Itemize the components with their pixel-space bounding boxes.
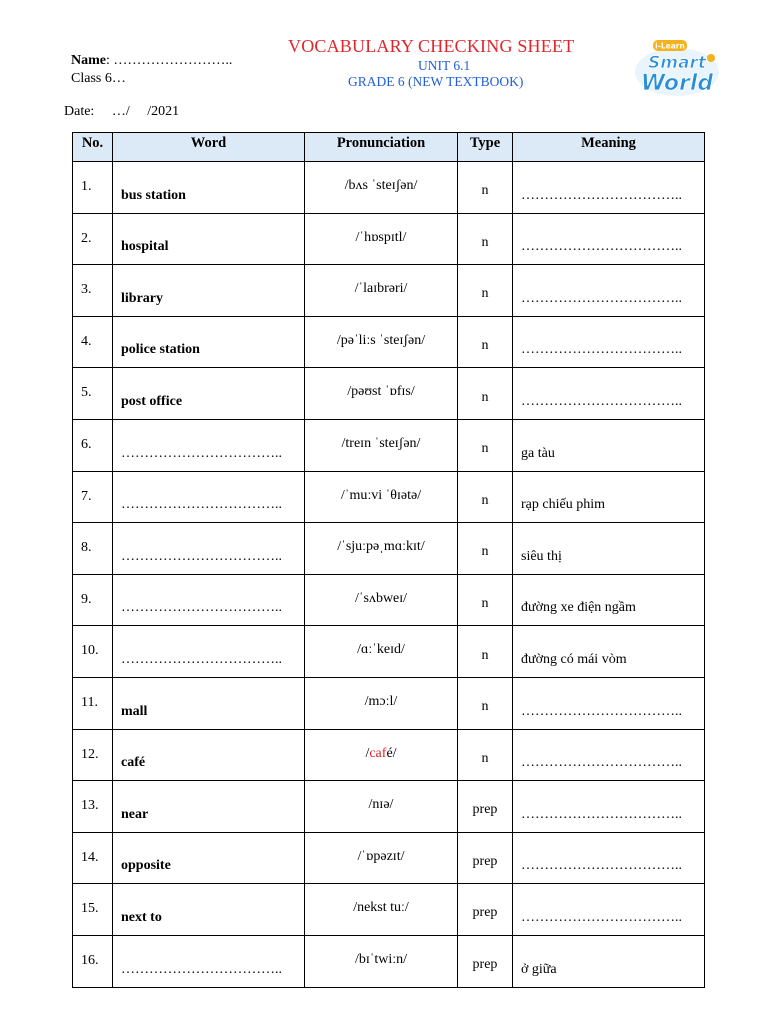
row-number: 14. <box>73 832 113 884</box>
pronunciation-cell: /bɪˈtwiːn/ <box>305 935 458 987</box>
table-row <box>73 523 705 575</box>
word-cell: library <box>113 265 305 317</box>
meaning-blank[interactable]: …………………………….. <box>513 677 705 729</box>
meaning-cell: đường xe điện ngầm <box>513 574 705 626</box>
logo-badge-text: i-Learn <box>655 41 685 51</box>
word-blank[interactable]: …………………………….. <box>113 523 305 575</box>
meaning-blank[interactable]: …………………………….. <box>513 162 705 214</box>
row-number: 15. <box>73 884 113 936</box>
pronunciation-cell: /ˈlaɪbrəri/ <box>305 265 458 317</box>
row-number: 13. <box>73 781 113 833</box>
pronunciation-cell: /ˈɒpəzɪt/ <box>305 832 458 884</box>
table-row <box>73 162 705 214</box>
row-number: 10. <box>73 626 113 678</box>
table-row <box>73 626 705 678</box>
pronunciation-cell: /pəˈliːs ˈsteɪʃən/ <box>305 316 458 368</box>
name-blank: : …………………….. <box>106 53 233 68</box>
table-row <box>73 368 705 420</box>
row-number: 11. <box>73 677 113 729</box>
pronunciation-cell: /nɪə/ <box>305 781 458 833</box>
word-blank[interactable]: …………………………….. <box>113 574 305 626</box>
row-number: 6. <box>73 419 113 471</box>
pronunciation-cell: /ˈhɒspɪtl/ <box>305 213 458 265</box>
row-number: 16. <box>73 935 113 987</box>
type-cell: n <box>458 471 513 523</box>
logo-text-bottom: World <box>640 71 714 96</box>
header-word: Word <box>113 133 305 162</box>
logo-text-top: Smart <box>648 53 706 73</box>
table-row <box>73 471 705 523</box>
word-cell: hospital <box>113 213 305 265</box>
pronunciation-highlight: caf <box>369 745 387 761</box>
table-row <box>73 729 705 781</box>
table-row <box>73 419 705 471</box>
header-meaning: Meaning <box>513 133 705 162</box>
row-number: 5. <box>73 368 113 420</box>
type-cell: prep <box>458 935 513 987</box>
table-row <box>73 884 705 936</box>
pronunciation-cell: /bʌs ˈsteɪʃən/ <box>305 162 458 214</box>
meaning-blank[interactable]: …………………………….. <box>513 368 705 420</box>
type-cell: prep <box>458 884 513 936</box>
row-number: 9. <box>73 574 113 626</box>
pronunciation-cell: /mɔːl/ <box>305 677 458 729</box>
word-cell: opposite <box>113 832 305 884</box>
word-cell: café <box>113 729 305 781</box>
pronunciation-cell: /ɑːˈkeɪd/ <box>305 626 458 678</box>
meaning-cell: ở giữa <box>513 935 705 987</box>
word-cell: bus station <box>113 162 305 214</box>
meaning-blank[interactable]: …………………………….. <box>513 884 705 936</box>
row-number: 1. <box>73 162 113 214</box>
pronunciation-cell: /treɪn ˈsteɪʃən/ <box>305 419 458 471</box>
row-number: 4. <box>73 316 113 368</box>
meaning-blank[interactable]: …………………………….. <box>513 781 705 833</box>
grade-label: GRADE 6 (NEW TEXTBOOK) <box>348 74 524 89</box>
name-field[interactable] <box>71 53 232 69</box>
table-row <box>73 832 705 884</box>
word-cell: police station <box>113 316 305 368</box>
meaning-cell: ga tàu <box>513 419 705 471</box>
table-row <box>73 781 705 833</box>
word-blank[interactable]: …………………………….. <box>113 419 305 471</box>
row-number: 3. <box>73 265 113 317</box>
sheet-header <box>0 0 768 130</box>
meaning-blank[interactable]: …………………………….. <box>513 832 705 884</box>
sheet-title: VOCABULARY CHECKING SHEET <box>288 36 575 56</box>
pronunciation-cell: /pəʊst ˈɒfɪs/ <box>305 368 458 420</box>
unit-label: UNIT 6.1 <box>418 58 471 73</box>
type-cell: n <box>458 574 513 626</box>
header-pronunciation: Pronunciation <box>305 133 458 162</box>
type-cell: n <box>458 729 513 781</box>
pronunciation-cell: /café/ <box>305 729 458 781</box>
table-row <box>73 574 705 626</box>
table-row <box>73 213 705 265</box>
type-cell: n <box>458 162 513 214</box>
word-blank[interactable]: …………………………….. <box>113 471 305 523</box>
word-cell: post office <box>113 368 305 420</box>
type-cell: prep <box>458 832 513 884</box>
word-blank[interactable]: …………………………….. <box>113 626 305 678</box>
type-cell: n <box>458 316 513 368</box>
pronunciation-cell: /nekst tuː/ <box>305 884 458 936</box>
type-cell: n <box>458 265 513 317</box>
type-cell: prep <box>458 781 513 833</box>
table-header-row <box>73 133 705 162</box>
table-row <box>73 677 705 729</box>
row-number: 8. <box>73 523 113 575</box>
meaning-blank[interactable]: …………………………….. <box>513 316 705 368</box>
word-cell: mall <box>113 677 305 729</box>
word-blank[interactable]: …………………………….. <box>113 935 305 987</box>
word-cell: next to <box>113 884 305 936</box>
pronunciation-cell: /ˈmuːvi ˈθɪətə/ <box>305 471 458 523</box>
type-cell: n <box>458 368 513 420</box>
type-cell: n <box>458 213 513 265</box>
table-body <box>73 162 705 988</box>
type-cell: n <box>458 677 513 729</box>
table-row <box>73 265 705 317</box>
smart-world-logo <box>631 38 721 100</box>
pronunciation-cell: /ˈsjuːpəˌmɑːkɪt/ <box>305 523 458 575</box>
type-cell: n <box>458 523 513 575</box>
meaning-cell: đường có mái vòm <box>513 626 705 678</box>
pronunciation-cell: /ˈsʌbweɪ/ <box>305 574 458 626</box>
type-cell: n <box>458 626 513 678</box>
header-no: No. <box>73 133 113 162</box>
meaning-blank[interactable]: …………………………….. <box>513 265 705 317</box>
class-field[interactable]: Class 6… <box>71 71 126 86</box>
word-cell: near <box>113 781 305 833</box>
name-label: Name <box>71 53 106 68</box>
header-type: Type <box>458 133 513 162</box>
type-cell: n <box>458 419 513 471</box>
meaning-blank[interactable]: …………………………….. <box>513 213 705 265</box>
meaning-blank[interactable]: …………………………….. <box>513 729 705 781</box>
table-row <box>73 935 705 987</box>
meaning-cell: siêu thị <box>513 523 705 575</box>
table-row <box>73 316 705 368</box>
meaning-cell: rạp chiếu phim <box>513 471 705 523</box>
vocabulary-table <box>72 132 705 988</box>
row-number: 7. <box>73 471 113 523</box>
row-number: 12. <box>73 729 113 781</box>
row-number: 2. <box>73 213 113 265</box>
date-field[interactable]: Date: …/ /2021 <box>64 104 180 119</box>
